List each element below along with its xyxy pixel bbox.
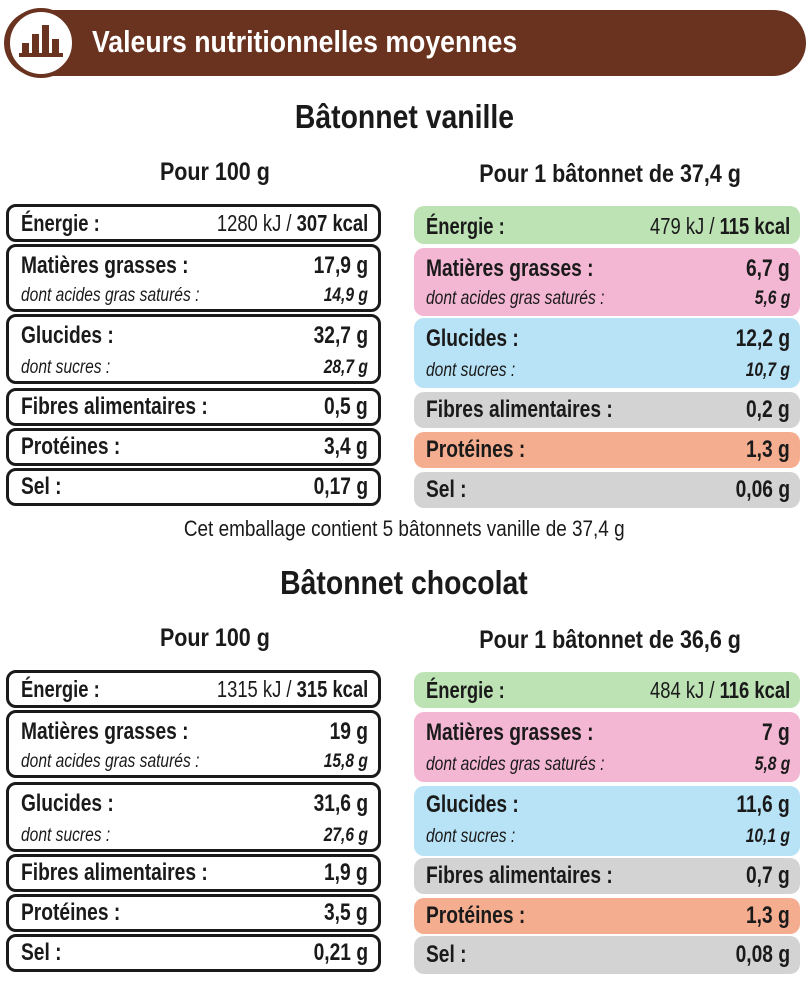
sel-box [414,472,800,508]
sel-row [9,937,378,969]
glucides-row [414,322,800,356]
energie-box [6,670,381,708]
glucides-box [414,786,800,856]
header-banner [4,10,806,76]
nutrient-label: dont sucres : [21,357,111,378]
acides-gras-satures-row [414,286,800,312]
nutrient-value: 0,17 g [313,473,368,500]
nutrient-value: 19 g [329,718,368,745]
nutrient-value: 32,7 g [313,322,368,349]
nutrient-value: 479 kJ / 115 kcal [649,212,790,239]
nutrient-value: 31,6 g [313,790,368,817]
section-title-vanille: Bâtonnet vanille [294,98,514,135]
nutrient-value: 11,6 g [736,791,790,818]
nutrient-value: 1,3 g [746,436,790,463]
acides-gras-satures-row [414,752,800,778]
nutrient-label: Énergie : [21,209,100,236]
sel-row [414,473,800,507]
sucres-row [414,358,800,384]
column-title-per100-chocolat: Pour 100 g [160,624,270,652]
nutrient-label: Sel : [426,476,467,503]
nutrient-label: Matières grasses : [426,719,594,746]
matieres-grasses-row [414,716,800,750]
nutrient-label: dont acides gras saturés : [21,751,200,772]
nutrient-label: Protéines : [426,436,526,463]
acides-gras-satures-row [9,749,378,775]
nutrient-label: Glucides : [426,325,519,352]
sucres-row [414,824,800,850]
energie-row [9,673,378,705]
nutrient-label: Fibres alimentaires : [426,862,613,889]
nutrient-label: Protéines : [21,433,121,460]
nutrient-label: Glucides : [21,322,114,349]
energie-box [6,204,381,242]
nutrient-label: Glucides : [21,790,114,817]
nutrient-label: Matières grasses : [21,252,189,279]
matieres-grasses-row [9,715,378,749]
nutrient-label: Glucides : [426,791,519,818]
nutrient-value: 5,6 g [754,288,790,309]
nutrient-label: Protéines : [426,902,526,929]
nutrient-value: 6,7 g [746,255,790,282]
column-title-per100-vanille: Pour 100 g [160,158,270,186]
nutrient-value: 1,9 g [324,859,368,886]
proteines-box [6,428,381,466]
nutrient-value: 0,7 g [746,862,790,889]
sel-box [6,468,381,506]
nutrient-value: 1,3 g [746,902,790,929]
matieres-grasses-row [9,249,378,283]
sel-box [414,936,800,974]
sucres-row [9,823,378,849]
proteines-box [6,894,381,932]
proteines-row [9,897,378,929]
nutrient-label: dont sucres : [426,360,516,381]
section-title-chocolat: Bâtonnet chocolat [280,564,528,601]
sel-box [6,934,381,972]
nutrient-value: 1280 kJ / 307 kcal [216,209,368,236]
nutrient-value: 0,06 g [735,476,790,503]
nutrient-value: 17,9 g [313,252,368,279]
nutrient-value: 0,5 g [324,393,368,420]
header-title: Valeurs nutritionnelles moyennes [92,24,518,59]
nutrient-value: 12,2 g [735,325,790,352]
glucides-row [9,319,378,353]
nutrient-value: 0,2 g [746,396,790,423]
glucides-row [9,787,378,821]
nutrient-value: 14,9 g [323,285,368,306]
energie-row [414,209,800,243]
package-note: Cet emballage contient 5 bâtonnets vanille de 37,4 g [183,516,625,541]
nutrient-label: dont acides gras saturés : [426,754,605,775]
nutrient-label: dont sucres : [21,825,111,846]
nutrient-value: 1315 kJ / 315 kcal [216,675,368,702]
nutrient-value: 0,21 g [313,939,368,966]
nutrient-label: Matières grasses : [21,718,189,745]
column-title-portion-vanille: Pour 1 bâtonnet de 37,4 g [479,160,741,188]
fibres-row [9,857,378,889]
matieres-grasses-box [6,710,381,778]
bar-chart-icon [10,12,72,74]
nutrient-value: 3,4 g [324,433,368,460]
nutrient-value: 7 g [762,719,790,746]
nutrient-label: dont sucres : [426,826,516,847]
column-title-portion-chocolat: Pour 1 bâtonnet de 36,6 g [479,626,741,654]
nutrient-value: 15,8 g [323,751,368,772]
nutrient-label: Énergie : [426,676,505,703]
nutrient-label: Fibres alimentaires : [21,393,208,420]
energie-box [414,672,800,708]
nutrient-value: 0,08 g [735,941,790,968]
energie-box [414,206,800,244]
nutrient-value: 5,8 g [754,754,790,775]
proteines-row [414,433,800,467]
nutrient-value: 10,1 g [745,826,790,847]
fibres-box [414,392,800,428]
nutrient-label: Fibres alimentaires : [21,859,208,886]
glucides-row [414,788,800,822]
matieres-grasses-row [414,252,800,286]
matieres-grasses-box [6,244,381,312]
nutrient-label: Matières grasses : [426,255,594,282]
nutrient-label: Sel : [21,939,62,966]
glucides-box [6,782,381,852]
fibres-box [414,858,800,894]
acides-gras-satures-row [9,283,378,309]
sucres-row [9,355,378,381]
fibres-box [6,388,381,426]
proteines-row [414,899,800,933]
matieres-grasses-box [414,712,800,782]
fibres-box [6,854,381,892]
sel-row [9,471,378,503]
nutrient-value: 10,7 g [745,360,790,381]
nutrient-label: Énergie : [21,675,100,702]
energie-row [9,207,378,239]
nutrient-label: Sel : [21,473,62,500]
nutrient-label: Fibres alimentaires : [426,396,613,423]
nutrient-value: 28,7 g [323,357,368,378]
sel-row [414,938,800,972]
energie-row [414,673,800,707]
fibres-row [414,859,800,893]
nutrient-label: Sel : [426,941,467,968]
nutrient-value: 27,6 g [323,825,368,846]
fibres-row [9,391,378,423]
nutrient-value: 3,5 g [324,899,368,926]
proteines-box [414,432,800,468]
nutrient-label: Protéines : [21,899,121,926]
nutrient-label: dont acides gras saturés : [21,285,200,306]
proteines-row [9,431,378,463]
glucides-box [6,314,381,384]
logo-badge [6,8,76,78]
matieres-grasses-box [414,248,800,316]
nutrient-label: dont acides gras saturés : [426,288,605,309]
fibres-row [414,393,800,427]
nutrient-label: Énergie : [426,212,505,239]
proteines-box [414,898,800,934]
nutrient-value: 484 kJ / 116 kcal [649,676,790,703]
glucides-box [414,318,800,388]
